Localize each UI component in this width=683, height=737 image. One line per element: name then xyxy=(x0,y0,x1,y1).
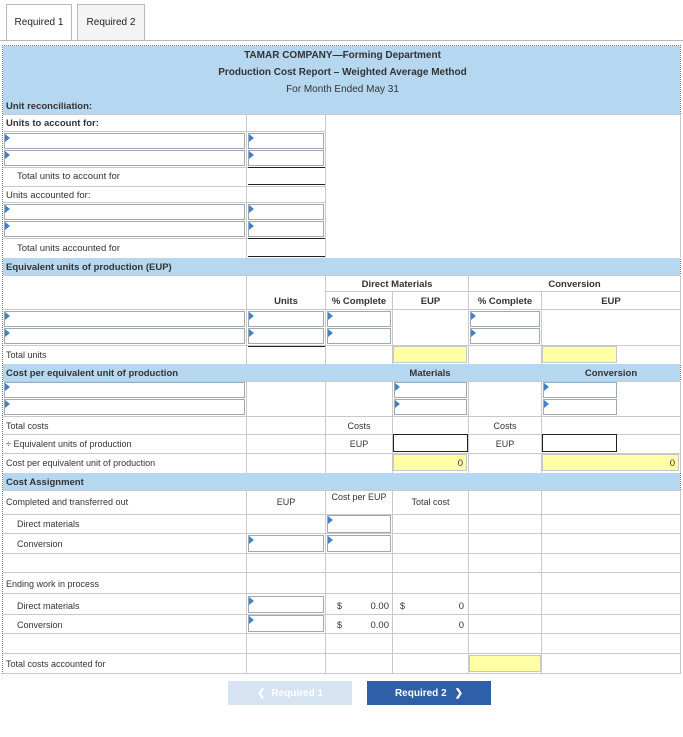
ending-conv-rate-dollar: $ xyxy=(337,620,343,630)
next-required-2-button[interactable] xyxy=(367,681,491,705)
grid-line xyxy=(680,114,681,258)
grid-line xyxy=(3,416,680,417)
completed-dm-cost-per-eup-input[interactable] xyxy=(327,515,391,533)
total-costs-label: Total costs xyxy=(6,421,49,431)
grid-line xyxy=(326,291,680,292)
conv-eup-header: EUP xyxy=(601,296,621,307)
dm-eup-total xyxy=(393,346,467,363)
assign-eup-header: EUP xyxy=(276,497,296,507)
grid-line xyxy=(468,490,469,674)
tab-required-2[interactable] xyxy=(77,4,145,40)
dm-costs-label: Costs xyxy=(347,421,371,431)
units-to-account-row1-label-input[interactable] xyxy=(4,133,245,149)
units-to-account-row2-value-input[interactable] xyxy=(248,150,324,166)
conv-costs-label: Costs xyxy=(493,421,517,431)
completed-dm-label: Direct materials xyxy=(17,519,80,529)
grid-line xyxy=(3,572,680,573)
grid-line xyxy=(3,186,326,187)
assign-total-cost-header: Total cost xyxy=(411,497,450,507)
eup-row1-dm-pct-input[interactable] xyxy=(327,311,391,327)
dm-pct-complete-header: % Complete xyxy=(331,296,387,307)
cost-per-eup-conversion-header: Conversion xyxy=(584,368,638,379)
direct-materials-header: Direct Materials xyxy=(361,279,433,290)
ending-dm-label: Direct materials xyxy=(17,601,80,611)
tab-label: Required 1 xyxy=(14,17,64,28)
grid-line xyxy=(541,490,542,674)
grid-line xyxy=(680,275,681,364)
grid-line xyxy=(246,490,247,674)
grid-line xyxy=(3,114,680,115)
cost-per-eup-materials-header: Materials xyxy=(409,368,451,379)
total-units-accounted-label: Total units accounted for xyxy=(17,243,120,254)
units-accounted-row2-label-input[interactable] xyxy=(4,221,245,237)
ending-wip-label: Ending work in process xyxy=(6,579,100,589)
grid-line xyxy=(246,381,247,473)
units-column-header: Units xyxy=(274,296,298,307)
units-to-account-row2-label-input[interactable] xyxy=(4,150,245,166)
chevron-left-icon: ❮ xyxy=(256,687,266,699)
grid-line xyxy=(3,533,680,534)
ending-conv-eup-input[interactable] xyxy=(248,615,324,632)
eup-row2-dm-pct-input[interactable] xyxy=(327,328,391,344)
cost-per-eup-heading: Cost per equivalent unit of production xyxy=(6,368,179,379)
ending-conv-rate: 0.00 xyxy=(370,620,389,631)
grid-line xyxy=(3,490,680,491)
grid-line xyxy=(392,490,393,674)
eup-row2-label-input[interactable] xyxy=(4,328,245,344)
total-units-to-account-label: Total units to account for xyxy=(17,171,120,182)
completed-conv-eup-input[interactable] xyxy=(248,535,324,552)
cost-row2-label-input[interactable] xyxy=(4,399,245,415)
prev-required-1-button[interactable] xyxy=(228,681,352,705)
cost-assignment-heading: Cost Assignment xyxy=(6,477,84,488)
units-accounted-for-label: Units accounted for: xyxy=(6,190,91,201)
ending-dm-rate-dollar: $ xyxy=(337,601,343,611)
conv-cost-per-eup-value: 0 xyxy=(669,458,675,469)
dm-cost-per-eup-value: 0 xyxy=(457,458,463,469)
units-to-account-for-label: Units to account for: xyxy=(6,118,99,129)
total-units-label: Total units xyxy=(6,350,47,360)
conv-pct-complete-header: % Complete xyxy=(477,296,533,307)
grid-line xyxy=(680,381,681,473)
ending-conv-label: Conversion xyxy=(17,620,63,630)
grid-line xyxy=(3,553,680,554)
report-title-company: TAMAR COMPANY—Forming Department xyxy=(244,50,441,61)
report-title-method: Production Cost Report – Weighted Average Method xyxy=(218,67,467,78)
eup-heading: Equivalent units of production (EUP) xyxy=(6,262,172,273)
cost-row1-conversion-input[interactable] xyxy=(543,382,617,398)
grid-line xyxy=(3,202,326,203)
chevron-right-icon: ❯ xyxy=(454,687,464,699)
eup-row2-units-input[interactable] xyxy=(248,328,324,344)
dm-eup-divisor-output xyxy=(393,434,468,452)
ending-dm-eup-input[interactable] xyxy=(248,596,324,613)
cost-assignment-band xyxy=(3,473,680,490)
cost-row1-label-input[interactable] xyxy=(4,382,245,398)
completed-conv-label: Conversion xyxy=(17,539,63,549)
grid-line xyxy=(3,593,680,594)
conversion-header: Conversion xyxy=(548,279,601,290)
grid-line xyxy=(3,309,680,310)
grid-line xyxy=(3,633,680,634)
grid-line xyxy=(3,653,680,654)
cost-row1-materials-input[interactable] xyxy=(394,382,467,398)
eup-total-units-output xyxy=(248,346,325,363)
ending-dm-total-dollar: $ xyxy=(400,601,406,611)
prev-button-label: Required 1 xyxy=(271,687,324,699)
units-accounted-row1-value-input[interactable] xyxy=(248,204,324,220)
total-costs-accounted-result xyxy=(469,655,541,672)
grid-line xyxy=(3,614,680,615)
total-costs-accounted-label: Total costs accounted for xyxy=(6,659,106,669)
report-title-period: For Month Ended May 31 xyxy=(286,84,399,95)
cost-row2-conversion-input[interactable] xyxy=(543,399,617,415)
cost-row2-materials-input[interactable] xyxy=(394,399,467,415)
next-button-label: Required 2 xyxy=(394,687,447,699)
total-units-accounted-output xyxy=(248,238,325,257)
eup-row2-conv-pct-input[interactable] xyxy=(470,328,540,344)
ending-dm-total: 0 xyxy=(458,601,464,612)
eup-row1-label-input[interactable] xyxy=(4,311,245,327)
eup-row1-units-input[interactable] xyxy=(248,311,324,327)
completed-conv-cost-per-eup-input[interactable] xyxy=(327,535,391,552)
grid-line xyxy=(3,131,326,132)
unit-reconciliation-band xyxy=(3,97,680,114)
unit-reconciliation-heading: Unit reconciliation: xyxy=(6,101,93,112)
ending-dm-rate: 0.00 xyxy=(370,601,389,612)
units-accounted-row2-value-input[interactable] xyxy=(248,221,324,237)
tab-label: Required 2 xyxy=(86,17,136,28)
dm-eup-label: EUP xyxy=(349,439,369,449)
units-to-account-row1-value-input[interactable] xyxy=(248,133,324,149)
assign-cost-per-eup-header: Cost per EUP xyxy=(331,492,387,502)
dm-eup-header: EUP xyxy=(420,296,441,307)
tab-required-1[interactable] xyxy=(6,4,72,40)
eup-row1-conv-pct-input[interactable] xyxy=(470,311,540,327)
grid-line xyxy=(680,490,681,674)
grid-line xyxy=(325,490,326,674)
conv-eup-total xyxy=(542,346,617,363)
completed-transferred-label: Completed and transferred out xyxy=(6,497,129,507)
conv-eup-divisor-output xyxy=(542,434,617,452)
divide-eup-label: ÷ Equivalent units of production xyxy=(6,439,132,449)
ending-conv-total: 0 xyxy=(458,620,464,631)
grid-line xyxy=(246,275,247,364)
units-accounted-row1-label-input[interactable] xyxy=(4,204,245,220)
total-units-to-account-output xyxy=(248,167,325,185)
grid-line xyxy=(3,673,680,674)
conv-eup-label: EUP xyxy=(495,439,515,449)
tab-divider xyxy=(0,40,683,41)
cost-per-eup-row-label: Cost per equivalent unit of production xyxy=(6,458,156,468)
grid-line xyxy=(3,275,680,276)
